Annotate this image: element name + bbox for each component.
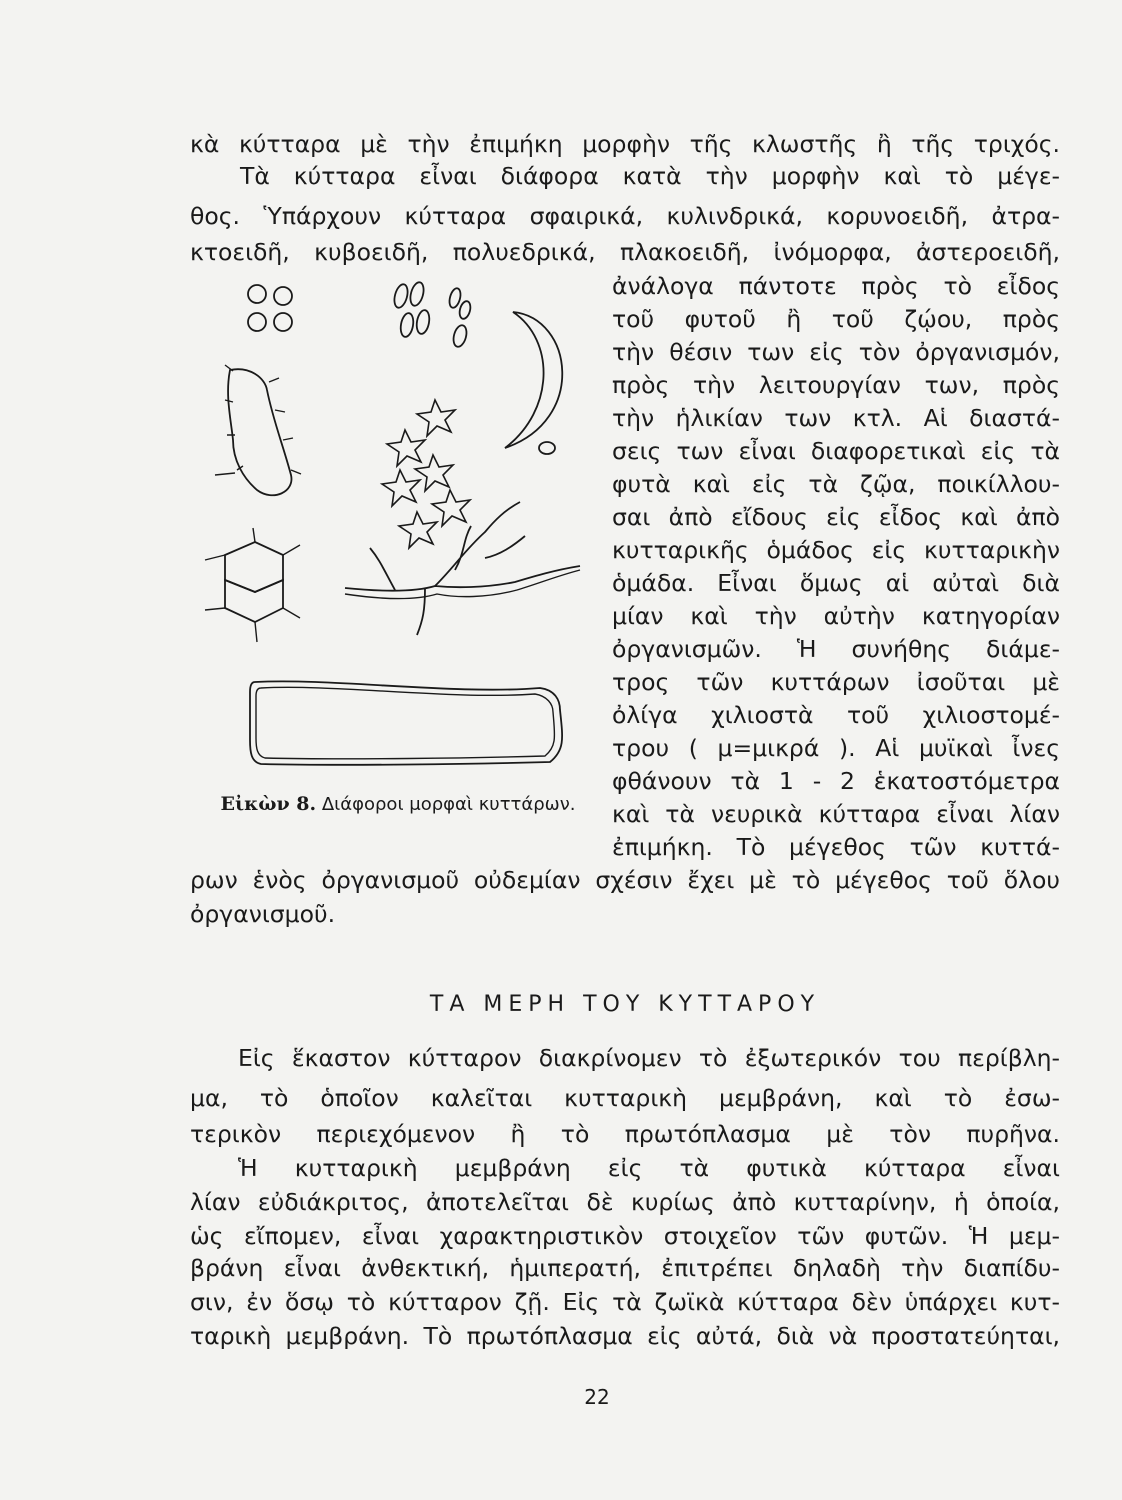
caption-text: Διάφοροι μορφαὶ κυττάρων. — [321, 794, 576, 815]
side-line-5: τὴν ἡλικίαν των κτλ. Αἱ διαστά- — [612, 404, 1060, 432]
side-line-1: ἀνάλογα πάντοτε πρὸς τὸ εἶδος — [612, 272, 1060, 300]
section-line-6: ὡς εἴπομεν, εἶναι χαρακτηριστικὸν στοιχεῖον τῶν φυτῶν. Ἡ μεμ- — [190, 1222, 1060, 1250]
side-line-14: ὀλίγα χιλιοστὰ τοῦ χιλιοστομέ- — [612, 701, 1060, 729]
intro-line-3: θος. Ὑπάρχουν κύτταρα σφαιρικά, κυλινδρικά, κορυνοειδῆ, ἀτρα- — [190, 202, 1060, 230]
section-line-7: βράνη εἶναι ἀνθεκτική, ἡμιπερατή, ἐπιτρέπει δηλαδὴ τὴν διαπίδυ- — [190, 1254, 1060, 1282]
caption-label: Εἰκὼν 8. — [220, 793, 317, 815]
side-line-3: τὴν θέσιν των εἰς τὸν ὀργανισμόν, — [612, 338, 1060, 366]
spherical-cells — [248, 285, 292, 331]
section-line-1: Εἰς ἕκαστον κύτταρον διακρίνομεν τὸ ἐξωτερικόν του περίβλη- — [238, 1044, 1060, 1072]
section-line-5: λίαν εὐδιάκριτος, ἀποτελεῖται δὲ κυρίως ἀπὸ κυτταρίνην, ἡ ὁποία, — [190, 1188, 1060, 1216]
side-line-7: φυτὰ καὶ εἰς τὰ ζῷα, ποικίλλου- — [612, 470, 1060, 498]
side-line-17: καὶ τὰ νευρικὰ κύτταρα εἶναι λίαν — [612, 800, 1060, 828]
intro-line-4: κτοειδῆ, κυβοειδῆ, πολυεδρικά, πλακοειδῆ, ἰνόμορφα, ἀστεροειδῆ, — [190, 238, 1060, 266]
side-line-8: σαι ἀπὸ εἴδους εἰς εἶδος καὶ ἀπὸ — [612, 503, 1060, 531]
side-line-6: σεις των εἶναι διαφορετικαὶ εἰς τὰ — [612, 437, 1060, 465]
side-line-12: ὀργανισμῶν. Ἡ συνήθης διάμε- — [612, 635, 1060, 663]
intro-line-1: κὰ κύτταρα μὲ τὴν ἐπιμήκη μορφὴν τῆς κλωστῆς ἢ τῆς τριχός. — [190, 130, 1060, 158]
side-line-2: τοῦ φυτοῦ ἢ τοῦ ζῴου, πρὸς — [612, 305, 1060, 333]
side-line-11: μίαν καὶ τὴν αὐτὴν κατηγορίαν — [612, 602, 1060, 630]
figure-caption — [210, 790, 586, 819]
cell-shapes-figure — [195, 270, 595, 775]
page-number: 22 — [584, 1385, 610, 1409]
side-line-18: ἐπιμήκη. Τὸ μέγεθος τῶν κυττά- — [612, 833, 1060, 861]
intro-line-2: Τὰ κύτταρα εἶναι διάφορα κατὰ τὴν μορφὴν καὶ τὸ μέγε- — [240, 162, 1060, 190]
side-line-9: κυτταρικῆς ὁμάδος εἰς κυτταρικὴν — [612, 536, 1060, 564]
branching-cell — [345, 502, 580, 635]
crescent-cell — [505, 312, 562, 448]
side-line-4: πρὸς τὴν λειτουργίαν των, πρὸς — [612, 371, 1060, 399]
after-line-1: ρων ἑνὸς ὀργανισμοῦ οὐδεμίαν σχέσιν ἔχει μὲ τὸ μέγεθος τοῦ ὅλου — [190, 866, 1060, 894]
section-heading: ΤΑ ΜΕΡΗ ΤΟΥ ΚΥΤΤΑΡΟΥ — [429, 992, 821, 1017]
irregular-cell — [228, 369, 291, 495]
section-line-3: τερικὸν περιεχόμενον ἢ τὸ πρωτόπλασμα μὲ τὸν πυρῆνα. — [190, 1120, 1060, 1148]
side-line-15: τρου ( μ=μικρά ). Αἱ μυϊκαὶ ἶνες — [612, 734, 1060, 762]
section-line-9: ταρικὴ μεμβράνη. Τὸ πρωτόπλασμα εἰς αὐτά, διὰ νὰ προστατεύηται, — [190, 1322, 1060, 1350]
star-cells — [382, 400, 470, 548]
side-line-16: φθάνουν τὰ 1 - 2 ἑκατοστόμετρα — [612, 767, 1060, 795]
after-line-2: ὀργανισμοῦ. — [190, 900, 336, 928]
section-line-8: σιν, ἐν ὅσῳ τὸ κύτταρον ζῇ. Εἰς τὰ ζωϊκὰ κύτταρα δὲν ὑπάρχει κυτ- — [190, 1288, 1060, 1316]
section-line-2: μα, τὸ ὁποῖον καλεῖται κυτταρικὴ μεμβράνη, καὶ τὸ ἐσω- — [190, 1084, 1060, 1112]
side-line-13: τρος τῶν κυττάρων ἰσοῦται μὲ — [612, 668, 1060, 696]
fiber-cell — [250, 681, 562, 764]
small-oval-cell — [539, 442, 555, 454]
polyhedral-cells — [205, 528, 300, 642]
side-line-10: ὁμάδα. Εἶναι ὅμως αἱ αὐταὶ διὰ — [612, 569, 1060, 597]
club-cells — [392, 281, 472, 348]
section-line-4: Ἡ κυτταρικὴ μεμβράνη εἰς τὰ φυτικὰ κύτταρα εἶναι — [238, 1154, 1060, 1182]
